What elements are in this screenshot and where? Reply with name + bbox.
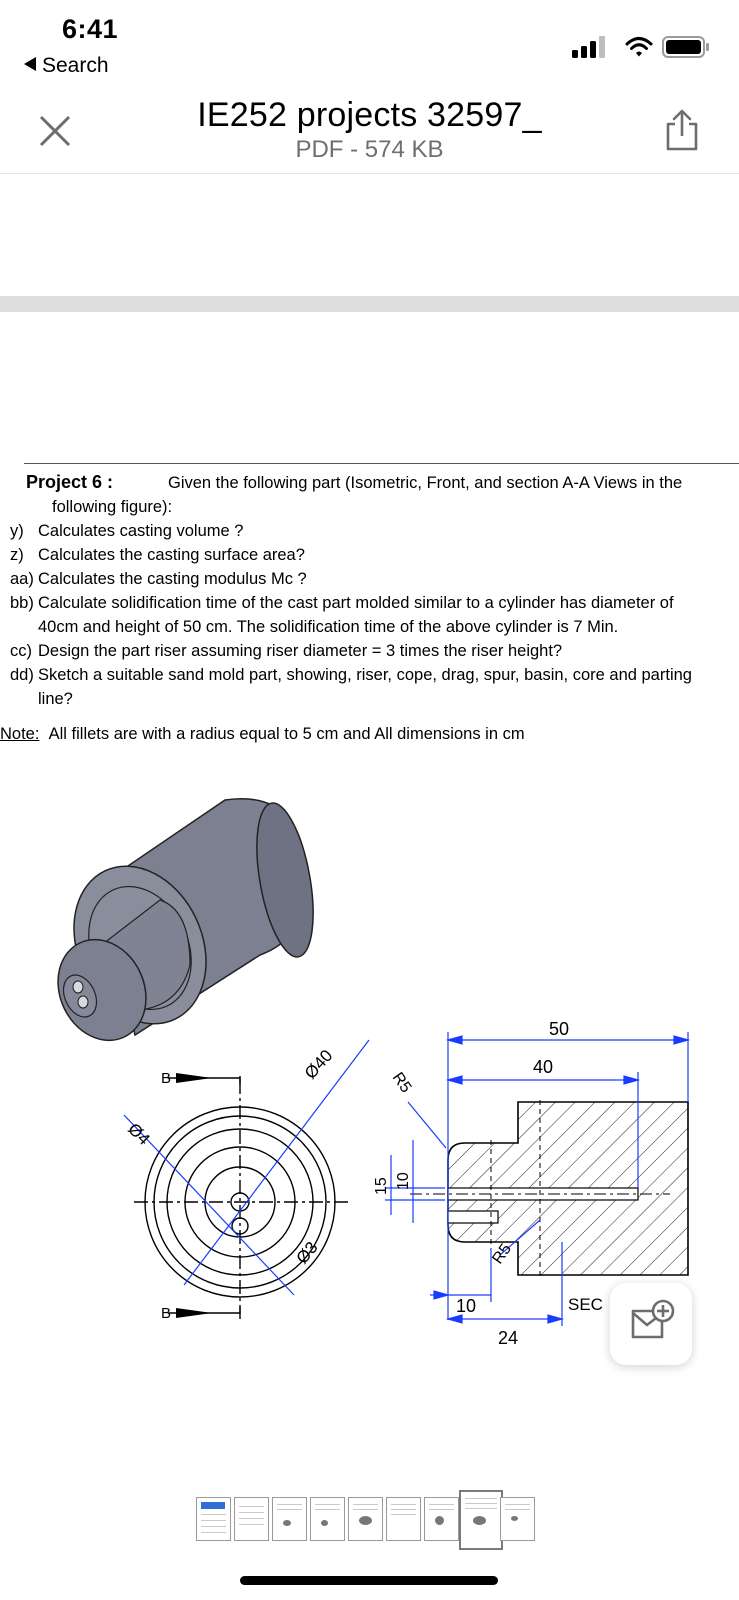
status-time: 6:41 — [62, 14, 119, 44]
page-thumbnail[interactable] — [272, 1497, 307, 1541]
share-icon[interactable] — [664, 108, 700, 152]
cellular-signal-icon — [572, 36, 612, 58]
dim-15: 15 — [373, 1177, 390, 1195]
project-intro-line2: following figure): — [52, 498, 173, 516]
isometric-view — [40, 790, 330, 1035]
label-dia3: Ø3 — [292, 1237, 322, 1268]
note-text: All fillets are with a radius equal to 5 cm and All dimensions in cm — [48, 725, 525, 743]
label-b-top: B — [161, 1070, 172, 1087]
page-thumbnail[interactable] — [234, 1497, 269, 1541]
section-caption: SEC — [568, 1295, 603, 1314]
document-rule — [24, 463, 739, 464]
page-separator — [0, 296, 739, 312]
back-label: Search — [42, 54, 109, 77]
home-indicator[interactable] — [240, 1576, 498, 1585]
note-label: Note: — [0, 725, 40, 743]
label-b-bottom: B — [161, 1305, 172, 1322]
document-title: IE252 projects 32597_ — [197, 96, 542, 134]
envelope-plus-icon — [610, 1283, 692, 1365]
wifi-icon — [626, 36, 652, 58]
label-dia40: Ø40 — [300, 1046, 337, 1083]
page-thumbnail[interactable] — [424, 1497, 459, 1541]
page-thumbnail[interactable] — [348, 1497, 383, 1541]
back-arrow-icon — [24, 57, 36, 71]
page-thumbnail-selected[interactable] — [459, 1490, 503, 1550]
project-label: Project 6 : — [26, 472, 114, 492]
header-divider — [0, 173, 739, 174]
page-thumbnail[interactable] — [196, 1497, 231, 1541]
document-subtitle: PDF - 574 KB — [295, 136, 444, 163]
project-intro-line1: Given the following part (Isometric, Front, and section A-A Views in the — [168, 474, 683, 492]
back-to-search-link[interactable] — [24, 54, 109, 78]
battery-icon — [662, 36, 710, 58]
dim-10-horizontal: 10 — [456, 1296, 477, 1316]
dim-r5-bottom: R5 — [489, 1240, 516, 1268]
dim-40: 40 — [533, 1057, 554, 1077]
dim-24: 24 — [498, 1328, 519, 1348]
page-thumbnail[interactable] — [500, 1497, 535, 1541]
front-view — [124, 1040, 374, 1322]
label-dia4: Ø4 — [124, 1119, 154, 1149]
page-thumbnail[interactable] — [386, 1497, 421, 1541]
add-markup-button[interactable] — [610, 1283, 692, 1365]
page-thumbnail[interactable] — [310, 1497, 345, 1541]
dim-r5-top: R5 — [388, 1069, 415, 1097]
dim-50: 50 — [549, 1019, 570, 1039]
dim-10-vertical: 10 — [395, 1172, 412, 1190]
note — [0, 722, 525, 746]
